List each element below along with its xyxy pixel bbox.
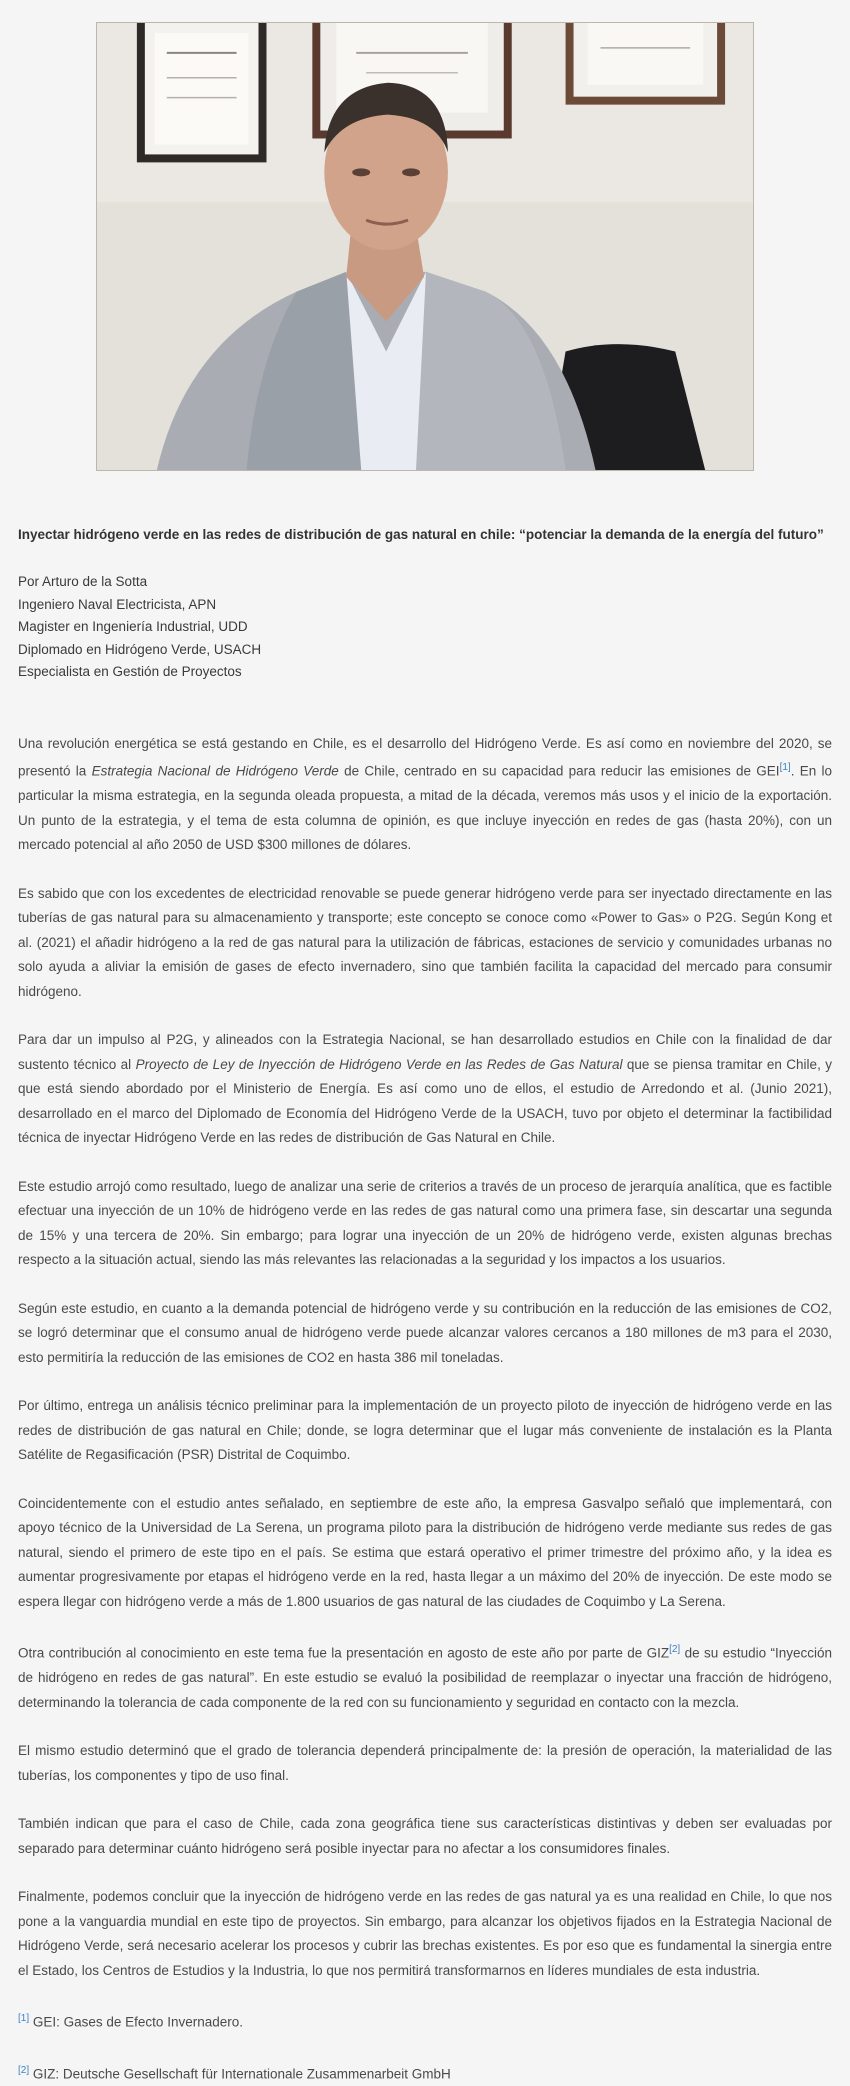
footnote-back-link-1[interactable]: [1]: [18, 2013, 29, 2024]
author-photo: [96, 22, 754, 471]
paragraph: Otra contribución al conocimiento en este tema fue la presentación en agosto de este año por parte de GIZ[2] de su estudio “Inyección de hidrógeno en redes de gas natural”. En este estudio se evaluó la posibilidad de reemplazar o inyectar una fracción de hidrógeno, determinando la tolerancia de cada componente de la red con su funcionamiento y seguridad en contacto con la mezcla.: [18, 1638, 832, 1715]
footnote-link-1[interactable]: [1]: [780, 762, 791, 773]
author-photo-illustration: [97, 23, 753, 470]
paragraph: Para dar un impulso al P2G, y alineados con la Estrategia Nacional, se han desarrollado estudios en Chile con la finalidad de dar sustento técnico al Proyecto de Ley de Inyección de Hidrógeno Verde en las Redes de Gas Natural que se piensa tramitar en Chile, y que está siendo abordado por el Ministerio de Energía. Es así como uno de ellos, el estudio de Arredondo et al. (Junio 2021), desarrollado en el marco del Diplomado de Economía del Hidrógeno Verde de la USACH, tuvo por objeto el determinar la factibilidad técnica de inyectar Hidrógeno Verde en las redes de distribución de Gas Natural en Chile.: [18, 1028, 832, 1151]
footnote-link-2[interactable]: [2]: [669, 1644, 680, 1655]
paragraph: Este estudio arrojó como resultado, luego de analizar una serie de criterios a través de un proceso de jerarquía analítica, que es factible efectuar una inyección de un 10% de hidrógeno verde en las redes de gas natural como una primera fase, sin descartar una segunda de 15% y una tercera de 20%. Sin embargo; para lograr una inyección de un 20% de hidrógeno verde, existen algunas brechas respecto a la situación actual, siendo las más relevantes las relacionadas a la seguridad y los impactos a los usuarios.: [18, 1175, 832, 1273]
footnote-2: [2] GIZ: Deutsche Gesellschaft für Internationale Zusammenarbeit GmbH: [18, 2059, 832, 2086]
author-line: Ingeniero Naval Electricista, APN: [18, 594, 832, 617]
paragraph: Coincidentemente con el estudio antes señalado, en septiembre de este año, la empresa Gasvalpo señaló que implementará, con apoyo técnico de la Universidad de La Serena, un programa piloto para la distribución de hidrógeno verde mediante sus redes de gas natural, siendo el primero de este tipo en el país. Se estima que estará operativo el primer trimestre del próximo año, y la idea es aumentar progresivamente por etapas el hidrógeno verde en la red, hasta llegar a un máximo del 20% de inyección. De este modo se espera llegar con hidrógeno verde a más de 1.800 usuarios de gas natural de las ciudades de Coquimbo y La Serena.: [18, 1492, 832, 1615]
author-block: [18, 571, 832, 684]
author-line: Diplomado en Hidrógeno Verde, USACH: [18, 639, 832, 662]
article-page: [0, 22, 850, 2086]
footnote-1: [1] GEI: Gases de Efecto Invernadero.: [18, 2007, 832, 2035]
paragraph: El mismo estudio determinó que el grado de tolerancia dependerá principalmente de: la presión de operación, la materialidad de las tuberías, los componentes y tipo de uso final.: [18, 1739, 832, 1788]
paragraph: Por último, entrega un análisis técnico preliminar para la implementación de un proyecto piloto de inyección de hidrógeno verde en las redes de distribución de gas natural en Chile; donde, se logra determinar que el lugar más conveniente de instalación es la Planta Satélite de Regasificación (PSR) Distrital de Coquimbo.: [18, 1394, 832, 1468]
author-line: Por Arturo de la Sotta: [18, 571, 832, 594]
paragraph: También indican que para el caso de Chile, cada zona geográfica tiene sus características distintivas y deben ser evaluadas por separado para determinar cuánto hidrógeno será posible inyectar para no afectar a los consumidores finales.: [18, 1812, 832, 1861]
emphasis-bill: Proyecto de Ley de Inyección de Hidrógeno Verde en las Redes de Gas Natural: [136, 1057, 623, 1072]
author-line: Especialista en Gestión de Proyectos: [18, 661, 832, 684]
paragraph: Finalmente, podemos concluir que la inyección de hidrógeno verde en las redes de gas natural ya es una realidad en Chile, lo que nos pone a la vanguardia mundial en este tipo de proyectos. Sin embargo, para alcanzar los objetivos fijados en la Estrategia Nacional de Hidrógeno Verde, será necesario acelerar los procesos y cubrir las brechas existentes. Es por eso que es fundamental la sinergia entre el Estado, los Centros de Estudios y la Industria, lo que nos permitirá transformarnos en líderes mundiales de esta industria.: [18, 1885, 832, 1983]
author-line: Magister en Ingeniería Industrial, UDD: [18, 616, 832, 639]
paragraph: Es sabido que con los excedentes de electricidad renovable se puede generar hidrógeno verde para ser inyectado directamente en las tuberías de gas natural para su almacenamiento y transporte; este concepto se conoce como «Power to Gas» o P2G. Según Kong et al. (2021) el añadir hidrógeno a la red de gas natural para la utilización de fábricas, estaciones de servicio y comunidades urbanas no solo ayuda a aliviar la emisión de gases de efecto invernadero, sino que también facilita la capacidad del mercado para consumir hidrógeno.: [18, 882, 832, 1005]
article-body: [18, 732, 832, 2086]
emphasis-strategy: Estrategia Nacional de Hidrógeno Verde: [92, 764, 339, 779]
paragraph: Una revolución energética se está gestando en Chile, es el desarrollo del Hidrógeno Verde. Es así como en noviembre del 2020, se presentó la Estrategia Nacional de Hidrógeno Verde de Chile, centrado en su capacidad para reducir las emisiones de GEI[1]. En lo particular la misma estrategia, en la segunda oleada propuesta, a mitad de la década, veremos más usos y el inicio de la exportación. Un punto de la estrategia, y el tema de esta columna de opinión, es que incluye inyección en redes de gas (hasta 20%), con un mercado potencial al año 2050 de USD $300 millones de dólares.: [18, 732, 832, 858]
paragraph: Según este estudio, en cuanto a la demanda potencial de hidrógeno verde y su contribución en la reducción de las emisiones de CO2, se logró determinar que el consumo anual de hidrógeno verde puede alcanzar valores cercanos a 180 millones de m3 para el 2030, esto permitiría la reducción de las emisiones de CO2 en hasta 386 mil toneladas.: [18, 1297, 832, 1371]
footnote-back-link-2[interactable]: [2]: [18, 2065, 29, 2076]
article-title: Inyectar hidrógeno verde en las redes de distribución de gas natural en chile: “potenciar la demanda de la energía del futuro”: [18, 525, 832, 545]
